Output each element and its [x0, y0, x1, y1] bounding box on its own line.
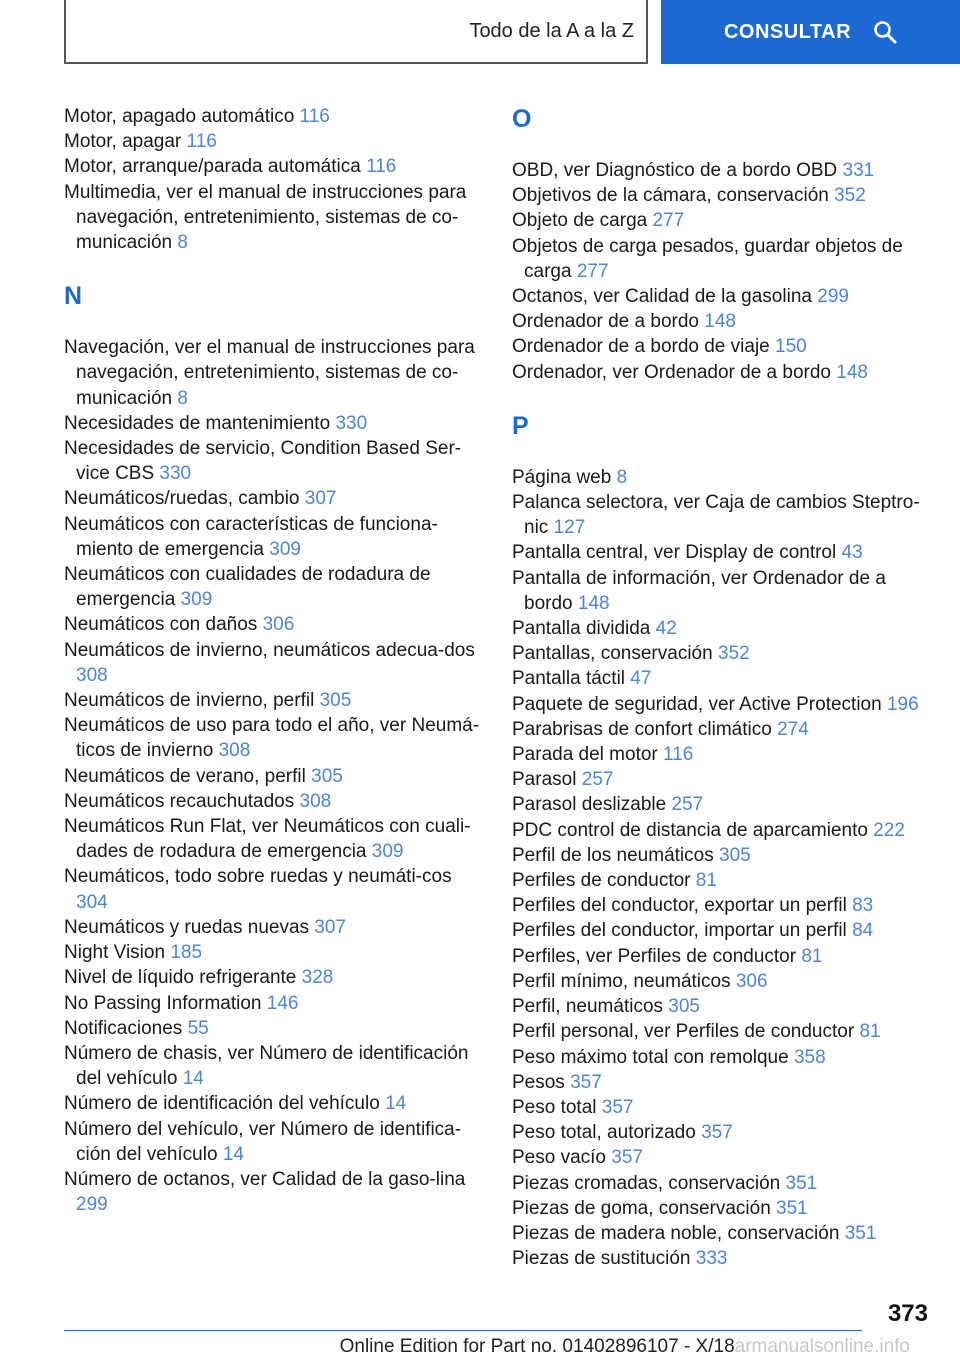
index-entry — [512, 666, 932, 691]
index-entry-text: Neumáticos de invierno, perfil — [64, 690, 315, 712]
page-link[interactable]: 309 — [371, 841, 404, 863]
page-link[interactable]: 257 — [671, 794, 704, 816]
index-entry — [64, 104, 484, 129]
index-entry — [512, 1095, 932, 1120]
index-entry-text: Página web — [512, 466, 612, 488]
index-column-left — [64, 104, 484, 1217]
index-entry-text: Perfil personal, ver Perfiles de conductor — [512, 1021, 855, 1043]
index-entry-text: Número del vehículo, ver Número de identifica‐ción del vehículo — [64, 1118, 462, 1165]
index-entry-text: Perfiles del conductor, importar un perfil — [512, 920, 847, 942]
page-link[interactable]: 116 — [299, 106, 330, 127]
index-entry-text: Ordenador de a bordo — [512, 311, 699, 333]
page-link[interactable]: 331 — [842, 160, 875, 181]
page-link[interactable]: 299 — [817, 286, 849, 308]
index-entry-text: Notificaciones — [64, 1017, 183, 1039]
page-link[interactable]: 14 — [222, 1143, 244, 1165]
page-number: 373 — [887, 1300, 928, 1327]
page-link[interactable]: 84 — [852, 920, 874, 942]
index-entry-text: Peso máximo total con remolque — [512, 1046, 789, 1068]
index-entry — [64, 154, 484, 179]
page-link[interactable]: 222 — [873, 819, 905, 841]
index-entry-text: Palanca selectora, ver Caja de cambios Steptro‐nic — [512, 492, 920, 539]
index-entry-text: Motor, apagar — [64, 131, 182, 153]
index-entry-text: Necesidades de servicio, Condition Based Ser‐vice CBS — [64, 438, 462, 485]
index-entry-text: Neumáticos con características de funciona‐miento de emergencia — [64, 513, 438, 560]
index-entry — [64, 864, 484, 914]
index-entry — [512, 742, 932, 767]
page-link[interactable]: 357 — [611, 1147, 643, 1169]
index-entry — [512, 309, 932, 334]
index-entry — [64, 789, 484, 814]
index-entry-text: Parada del motor — [512, 744, 658, 766]
index-entry-text: Pantallas, conservación — [512, 643, 713, 665]
index-entry-text: Parasol deslizable — [512, 794, 667, 816]
index-entry — [64, 965, 484, 990]
page-link[interactable]: 351 — [785, 1172, 818, 1194]
index-entry-text: Neumáticos y ruedas nuevas — [64, 916, 310, 938]
page-link[interactable]: 309 — [180, 589, 213, 611]
index-entry — [64, 638, 484, 688]
index-entry — [512, 1196, 932, 1221]
index-entry-text: Neumáticos recauchutados — [64, 790, 295, 812]
index-letter-heading: P — [512, 411, 529, 440]
index-entry — [512, 641, 932, 666]
index-entry — [64, 612, 484, 637]
page-link[interactable]: 352 — [834, 185, 866, 207]
index-entry-text: Número de chasis, ver Número de identificación del vehículo — [64, 1042, 469, 1090]
index-entry-text: Neumáticos de uso para todo el año, ver Neumá‐ticos de invierno — [64, 715, 480, 762]
page-link[interactable]: 43 — [841, 542, 863, 564]
index-entry-text: Objeto de carga — [512, 210, 648, 232]
page-link[interactable]: 352 — [717, 643, 750, 665]
index-entry-text: Neumáticos con daños — [64, 614, 258, 636]
index-letter-heading: O — [512, 105, 532, 133]
page-link[interactable]: 306 — [735, 970, 768, 992]
index-entry-text: Parabrisas de confort climático — [512, 718, 772, 740]
page-link[interactable]: 8 — [177, 232, 188, 254]
page-link[interactable]: 309 — [269, 538, 301, 560]
page-link[interactable]: 8 — [177, 387, 188, 409]
page-link[interactable]: 127 — [553, 517, 586, 539]
index-entry — [512, 1246, 932, 1271]
page-link[interactable]: 42 — [655, 618, 677, 640]
index-entry — [512, 843, 932, 868]
page-link[interactable]: 274 — [777, 718, 809, 740]
index-entry-text: Perfil mínimo, neumáticos — [512, 970, 731, 992]
index-entry — [64, 1016, 484, 1041]
index-entry-text: Objetos de carga pesados, guardar objetos de carga — [512, 235, 903, 282]
index-entry-text: Piezas de sustitución — [512, 1248, 691, 1270]
index-entry-text: Peso total, autorizado — [512, 1122, 696, 1144]
page-link[interactable]: 351 — [844, 1222, 877, 1244]
index-entry — [512, 208, 932, 233]
page-link[interactable]: 116 — [366, 156, 397, 178]
index-entry — [512, 1045, 932, 1070]
page-link[interactable]: 333 — [695, 1248, 728, 1270]
page-link[interactable]: 14 — [182, 1068, 204, 1090]
index-entry-text: Night Vision — [64, 942, 166, 964]
index-entry-text: Motor, arranque/parada automática — [64, 156, 361, 178]
index-entry — [64, 335, 484, 411]
page-link[interactable]: 47 — [630, 668, 652, 690]
index-entry — [64, 915, 484, 940]
page-link[interactable]: 55 — [187, 1017, 209, 1039]
index-entry-text: PDC control de distancia de aparcamiento — [512, 819, 868, 841]
page-link[interactable]: 308 — [76, 664, 108, 686]
index-entry-text: Neumáticos con cualidades de rodadura de emergencia — [64, 564, 431, 611]
page-link[interactable]: 196 — [886, 693, 919, 715]
index-tab-label: Todo de la A a la Z — [469, 19, 634, 42]
index-entry-text: Ordenador de a bordo de viaje — [512, 336, 770, 358]
index-entry-text: Pantalla de información, ver Ordenador de a bordo — [512, 567, 886, 614]
index-entry — [512, 918, 932, 943]
index-entry-text: Perfiles de conductor — [512, 870, 691, 892]
page-link[interactable]: 277 — [576, 260, 609, 282]
index-entry-text: Piezas de madera noble, conservación — [512, 1222, 840, 1244]
page-link[interactable]: 357 — [601, 1096, 634, 1118]
page-link[interactable]: 116 — [186, 131, 217, 153]
index-entry — [512, 994, 932, 1019]
index-entry — [512, 868, 932, 893]
page-link[interactable]: 304 — [76, 891, 108, 913]
index-entry-text: Neumáticos Run Flat, ver Neumáticos con cuali‐dades de rodadura de emergencia — [64, 816, 471, 863]
index-entry — [64, 436, 484, 486]
index-entry-text: Piezas de goma, conservación — [512, 1197, 771, 1219]
page-link[interactable]: 351 — [776, 1197, 808, 1219]
index-entry — [512, 616, 932, 641]
index-entry-text: Neumáticos de invierno, neumáticos adecua‐dos — [64, 639, 475, 661]
page-link[interactable]: 81 — [695, 870, 717, 892]
page-link[interactable]: 305 — [719, 844, 751, 866]
index-entry-text: Pantalla táctil — [512, 668, 626, 690]
index-entry-text: Navegación, ver el manual de instrucciones para navegación, entretenimiento, sistemas de co‐municación — [64, 337, 475, 409]
index-entry — [64, 486, 484, 511]
index-entry — [512, 944, 932, 969]
page-link[interactable]: 357 — [570, 1071, 602, 1093]
index-entry — [512, 334, 932, 359]
index-entry — [64, 1091, 484, 1116]
index-entry-text: Necesidades de mantenimiento — [64, 412, 331, 434]
index-entry — [512, 1145, 932, 1170]
page-link[interactable]: 81 — [801, 945, 823, 967]
index-entry-text: Neumáticos de verano, perfil — [64, 765, 306, 787]
index-entry — [64, 814, 484, 864]
page-link[interactable]: 306 — [262, 614, 295, 636]
index-entry-text: Peso total — [512, 1096, 597, 1118]
index-entry-text: Número de octanos, ver Calidad de la gaso‐lina — [64, 1168, 466, 1190]
index-letter-heading: N — [64, 282, 83, 311]
index-entry-text: Peso vacío — [512, 1147, 606, 1169]
index-entry — [512, 767, 932, 792]
index-entry — [512, 1171, 932, 1196]
index-entry — [512, 792, 932, 817]
index-entry — [512, 818, 932, 843]
index-entry-text: Octanos, ver Calidad de la gasolina — [512, 286, 812, 308]
page-link[interactable]: 357 — [701, 1122, 733, 1144]
page-link[interactable]: 148 — [577, 592, 610, 614]
footer-domain: armanualsonline.info — [734, 1336, 910, 1357]
index-entry — [512, 540, 932, 565]
page-link[interactable]: 330 — [335, 412, 368, 434]
page-link[interactable]: 83 — [852, 895, 874, 917]
index-entry — [512, 465, 932, 490]
page-link[interactable]: 146 — [266, 992, 299, 1014]
page-link[interactable]: 328 — [301, 967, 334, 989]
index-entry-text: Parasol — [512, 769, 577, 791]
page-link[interactable]: 308 — [218, 740, 251, 762]
page-link[interactable]: 277 — [652, 210, 685, 232]
index-entry-text: No Passing Information — [64, 992, 262, 1014]
index-entry — [64, 562, 484, 612]
index-entry-text: Perfiles, ver Perfiles de conductor — [512, 945, 797, 967]
index-entry — [64, 411, 484, 436]
index-entry — [512, 893, 932, 918]
index-entry-text: Neumáticos, todo sobre ruedas y neumáti‐cos — [64, 866, 452, 888]
page-link[interactable]: 148 — [836, 361, 868, 383]
index-entry-text: Pantalla dividida — [512, 618, 651, 640]
index-entry — [512, 490, 932, 540]
index-entry — [512, 234, 932, 284]
index-entry-text: Pantalla central, ver Display de control — [512, 542, 837, 564]
page-link[interactable]: 330 — [159, 463, 192, 485]
index-entry-text: Motor, apagado automático — [64, 106, 295, 127]
index-entry — [64, 991, 484, 1016]
page-link[interactable]: 14 — [385, 1093, 407, 1115]
index-entry-text: Perfiles del conductor, exportar un perfil — [512, 895, 847, 917]
index-entry — [512, 566, 932, 616]
index-entry-text: Pesos — [512, 1071, 565, 1093]
index-entry — [64, 688, 484, 713]
index-entry — [512, 1120, 932, 1145]
index-entry — [64, 1167, 484, 1217]
index-entry-text: Neumáticos/ruedas, cambio — [64, 488, 300, 510]
page-link[interactable]: 305 — [319, 690, 352, 712]
page-link[interactable]: 307 — [304, 488, 337, 510]
index-entry — [512, 158, 932, 183]
index-entry — [64, 1041, 484, 1091]
index-tab[interactable] — [64, 0, 648, 64]
index-entry — [512, 969, 932, 994]
index-column-right — [512, 104, 932, 1271]
index-entry-text: Perfil, neumáticos — [512, 996, 664, 1018]
page-link[interactable]: 307 — [314, 916, 346, 938]
search-tab[interactable] — [661, 0, 960, 64]
index-entry — [64, 1117, 484, 1167]
index-entry — [512, 1221, 932, 1246]
page-link[interactable]: 299 — [76, 1194, 108, 1216]
footer — [0, 1336, 960, 1358]
index-entry-text: Nivel de líquido refrigerante — [64, 967, 297, 989]
page-link[interactable]: 150 — [775, 336, 807, 358]
index-entry-text: Ordenador, ver Ordenador de a bordo — [512, 361, 831, 383]
page-link[interactable]: 81 — [859, 1021, 881, 1043]
index-entry-text: Perfil de los neumáticos — [512, 844, 714, 866]
index-entry-text: Piezas cromadas, conservación — [512, 1172, 781, 1194]
page-link[interactable]: 257 — [581, 769, 614, 791]
page-link[interactable]: 308 — [299, 790, 332, 812]
index-entry — [512, 183, 932, 208]
footer-edition: Online Edition for Part no. 01402896107 - X/18 — [339, 1336, 735, 1357]
index-entry — [64, 764, 484, 789]
index-entry — [512, 692, 932, 717]
index-entry — [512, 360, 932, 385]
index-entry — [64, 940, 484, 965]
index-entry — [64, 180, 484, 256]
index-entry-text: OBD, ver Diagnóstico de a bordo OBD — [512, 160, 838, 181]
page-link[interactable]: 8 — [616, 466, 628, 488]
index-entry — [64, 512, 484, 562]
page-link[interactable]: 305 — [311, 765, 343, 787]
footer-divider — [64, 1330, 862, 1331]
index-entry — [512, 1019, 932, 1044]
page-link[interactable]: 185 — [170, 942, 203, 964]
index-entry — [64, 129, 484, 154]
index-entry-text: Multimedia, ver el manual de instrucciones para navegación, entretenimiento, sistemas de co‐municación — [64, 181, 467, 254]
index-entry — [64, 713, 484, 763]
index-entry-text: Objetivos de la cámara, conservación — [512, 185, 829, 207]
index-entry-text: Paquete de seguridad, ver Active Protection — [512, 693, 882, 715]
page-link[interactable]: 305 — [668, 996, 700, 1018]
index-entry-text: Número de identificación del vehículo — [64, 1093, 380, 1115]
page-link[interactable]: 358 — [793, 1046, 826, 1068]
search-tab-label: CONSULTAR — [723, 20, 852, 43]
page-link[interactable]: 148 — [704, 311, 736, 333]
index-entry — [512, 284, 932, 309]
search-icon — [873, 20, 897, 44]
page-link[interactable]: 116 — [663, 744, 694, 766]
index-entry — [512, 1070, 932, 1095]
index-entry — [512, 717, 932, 742]
